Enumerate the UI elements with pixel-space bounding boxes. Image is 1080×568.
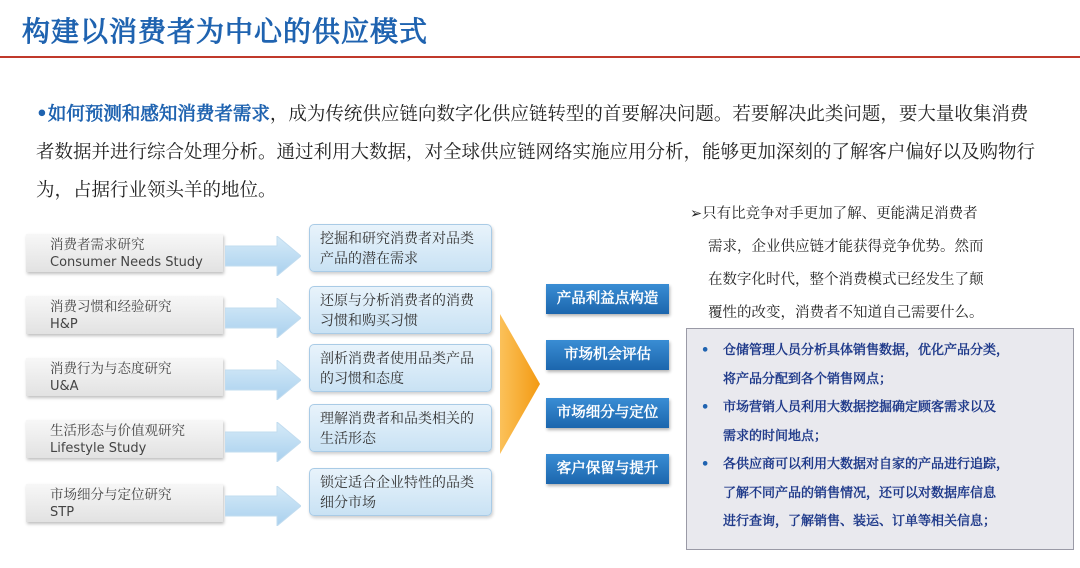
quote-block	[690, 198, 1070, 330]
page-title: 构建以消费者为中心的供应模式	[22, 15, 429, 48]
outcome-product-benefit: 产品利益点构造	[546, 284, 669, 314]
bullet-item	[697, 451, 1067, 537]
study-en-label: STP	[50, 505, 75, 520]
quote-line: ➢只有比竞争对手更加了解、更能满足消费者	[690, 206, 978, 222]
study-en-label: U&A	[50, 379, 79, 394]
bullet-item	[697, 394, 1067, 451]
study-description: 剖析消费者使用品类产品的习惯和态度	[309, 344, 492, 392]
study-description: 锁定适合企业特性的品类细分市场	[309, 468, 492, 516]
quote-line: 需求，企业供应链才能获得竞争优势。然而	[708, 239, 984, 255]
bullet-dot: •	[701, 400, 710, 415]
study-box-lifestyle	[26, 420, 223, 458]
bullet-line: 市场营销人员利用大数据挖掘确定顾客需求以及	[723, 400, 997, 415]
study-box-consumer-needs	[26, 234, 223, 272]
intro-text: ，成为传统供应链向数字化供应链转型的首要解决问题。若要解决此类问题，要大量收集消费者数据并进行综合处理分析。通过利用大数据，对全球供应链网络实施应用分析，能够更加深刻的了解客户偏好以及购物行为，占据行业领头羊的地位。	[36, 104, 1036, 201]
bullet-item	[697, 337, 1067, 394]
study-cn-label: 消费习惯和经验研究	[50, 299, 172, 315]
bullet-dot: •	[701, 457, 710, 472]
bullet-line: 进行查询，了解销售、装运、订单等相关信息；	[723, 514, 997, 529]
study-description: 理解消费者和品类相关的生活形态	[309, 404, 492, 452]
study-box-stp	[26, 484, 223, 522]
bullet-line: 需求的时间地点；	[723, 428, 828, 444]
study-box-ua	[26, 358, 223, 396]
study-cn-label: 生活形态与价值观研究	[50, 423, 185, 439]
right-arrow-icon	[225, 422, 301, 462]
study-box-hp	[26, 296, 223, 334]
study-description: 还原与分析消费者的消费习惯和购买习惯	[309, 286, 492, 334]
study-en-label: Lifestyle Study	[50, 441, 147, 456]
right-arrow-icon	[225, 360, 301, 400]
study-cn-label: 消费者需求研究	[50, 237, 145, 253]
right-arrow-icon	[225, 236, 301, 276]
bullet-dot: •	[701, 343, 710, 358]
study-en-label: Consumer Needs Study	[50, 255, 203, 270]
title-divider	[0, 56, 1080, 58]
bullet-line: 将产品分配到各个销售网点；	[723, 371, 893, 387]
quote-line: 在数字化时代，整个消费模式已经发生了颠	[708, 272, 984, 288]
outcome-customer-retention: 客户保留与提升	[546, 454, 669, 484]
bullet-list-box	[686, 328, 1074, 550]
right-arrow-icon	[225, 486, 301, 526]
bullet-line: 各供应商可以利用大数据对自家的产品进行追踪，	[723, 457, 1010, 472]
chevron-right-icon	[500, 314, 540, 454]
outcome-market-segmentation: 市场细分与定位	[546, 398, 669, 428]
bullet-line: 了解不同产品的销售情况，还可以对数据库信息	[723, 485, 997, 501]
intro-paragraph	[36, 96, 1036, 210]
study-cn-label: 消费行为与态度研究	[50, 361, 172, 377]
right-arrow-icon	[225, 298, 301, 338]
intro-highlight: •如何预测和感知消费者需求	[36, 104, 270, 125]
study-cn-label: 市场细分与定位研究	[50, 487, 172, 503]
study-description: 挖掘和研究消费者对品类产品的潜在需求	[309, 224, 492, 272]
bullet-line: 仓储管理人员分析具体销售数据，优化产品分类，	[723, 343, 1010, 358]
outcome-market-opportunity: 市场机会评估	[546, 340, 669, 370]
quote-line: 覆性的改变，消费者不知道自己需要什么。	[708, 305, 984, 321]
study-en-label: H&P	[50, 317, 78, 332]
